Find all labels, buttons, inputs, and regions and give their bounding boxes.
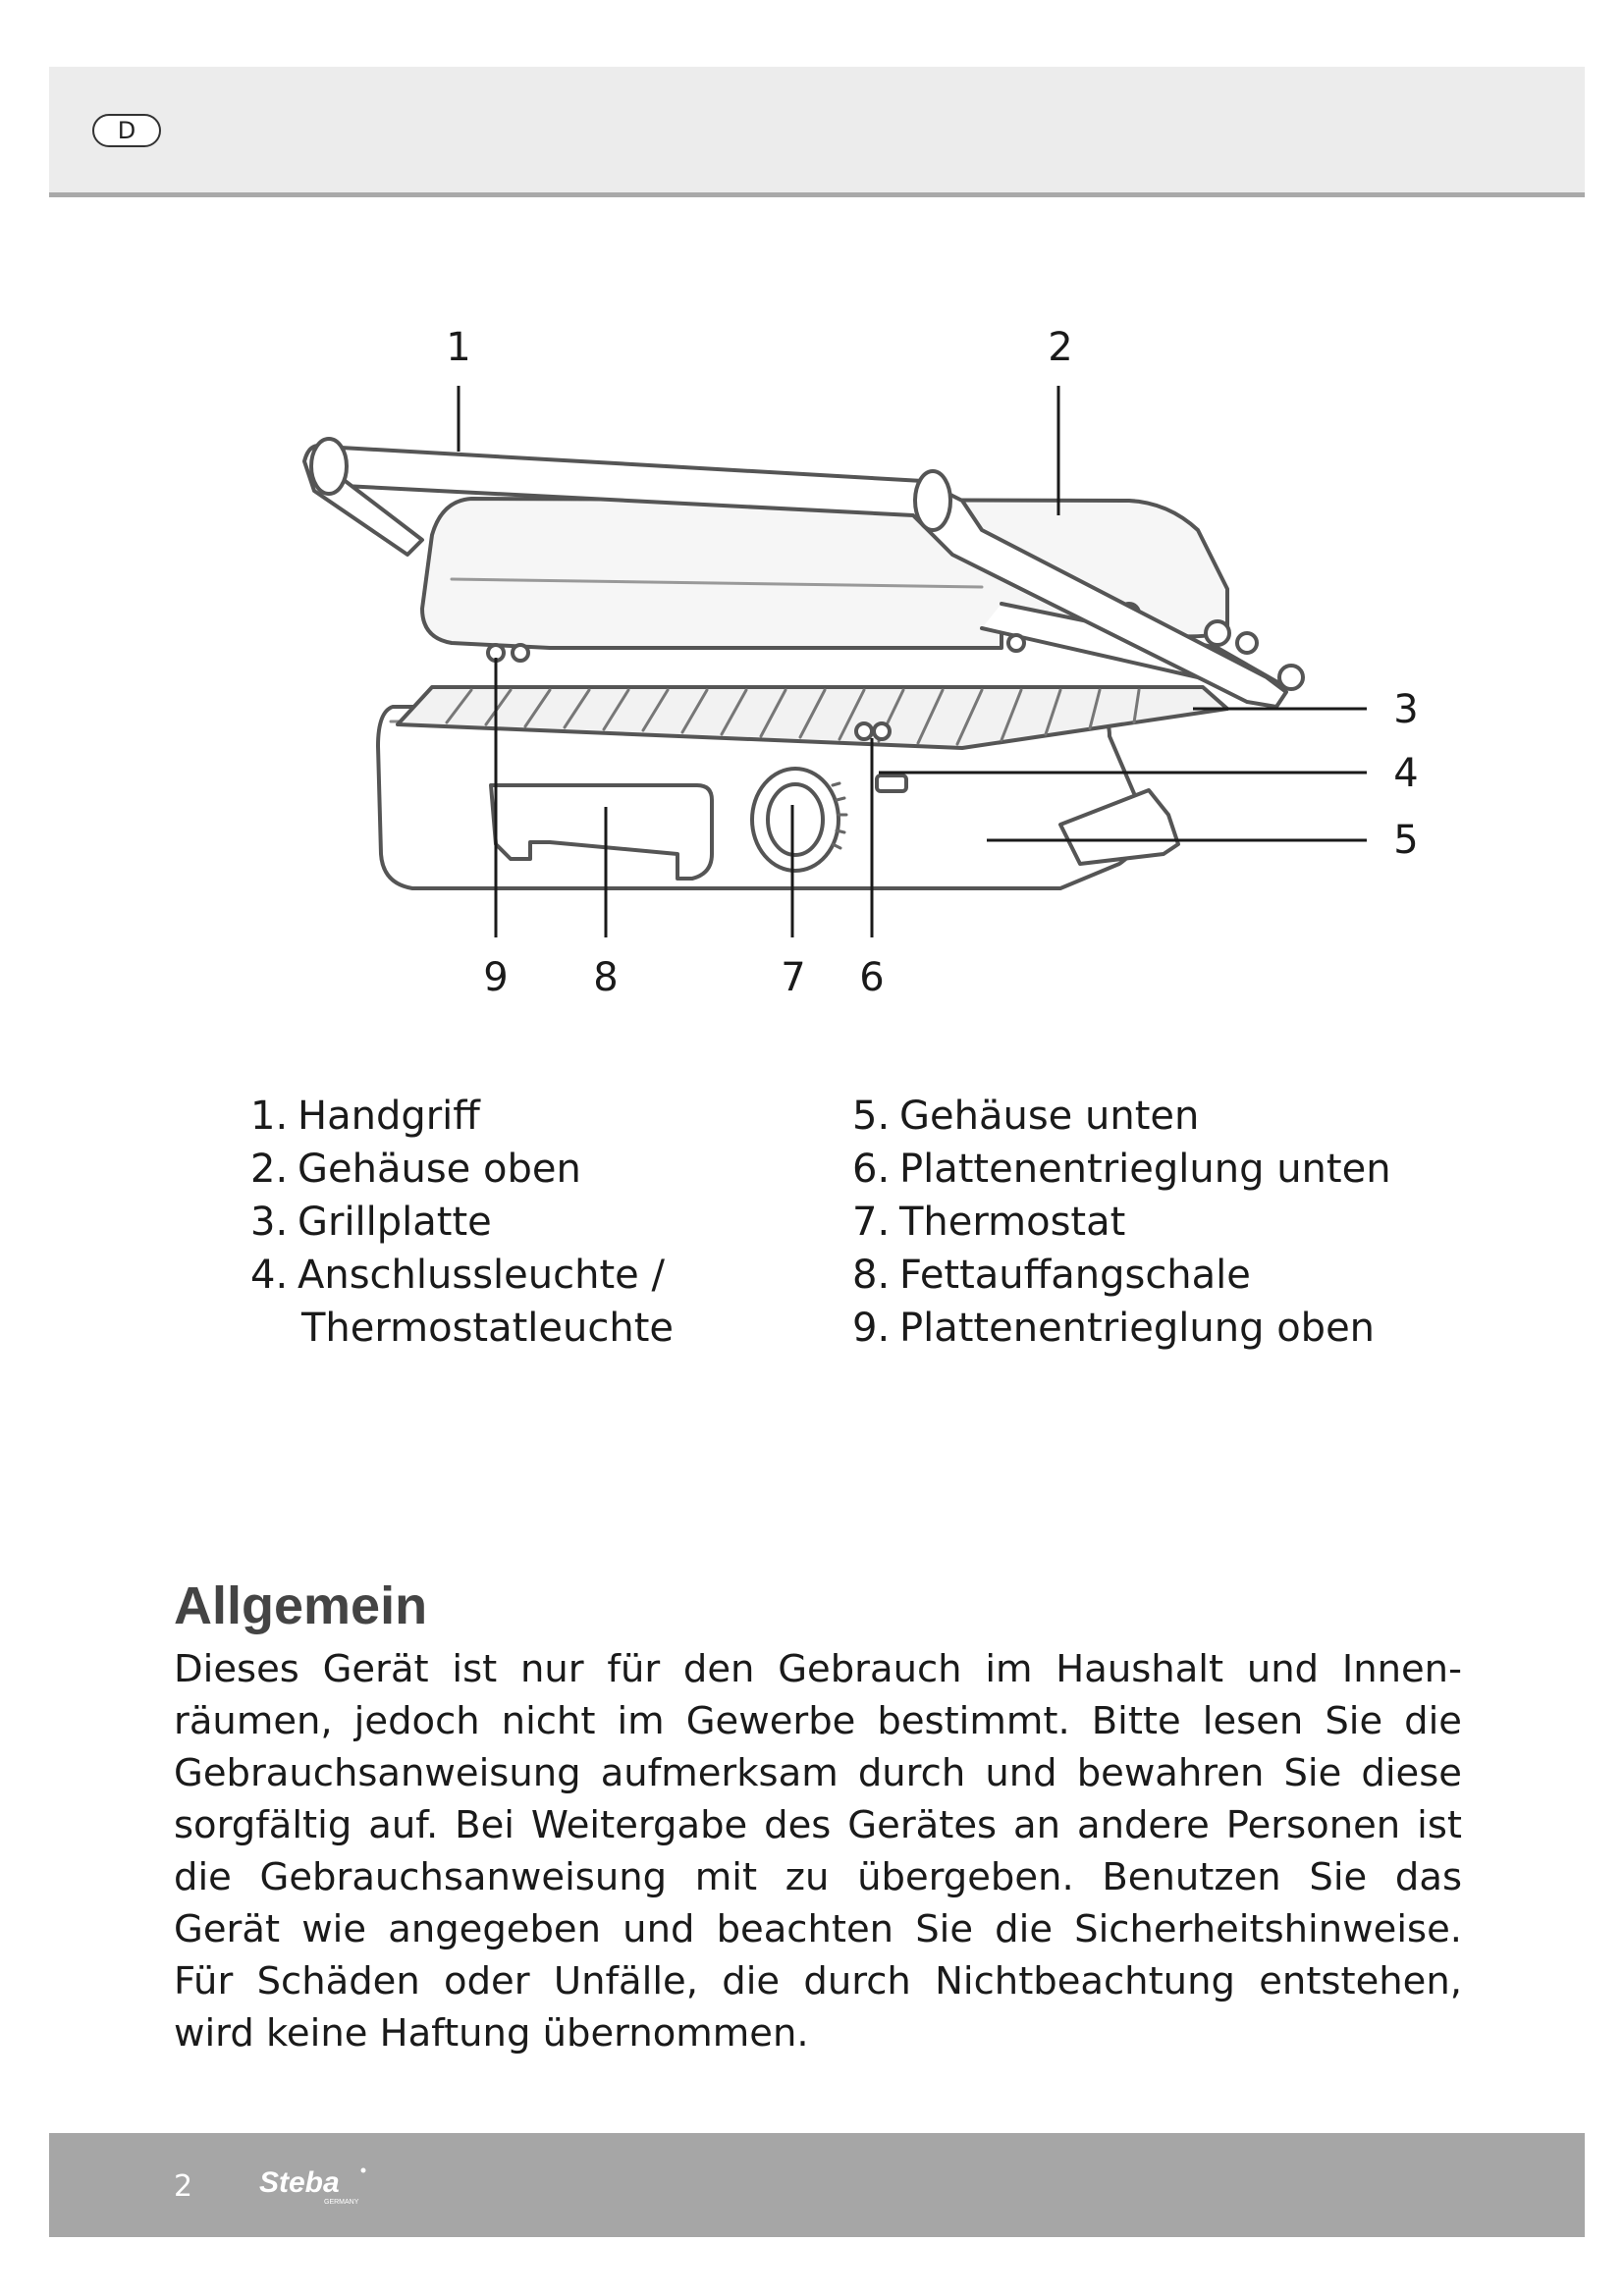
- callout-9: 9: [483, 955, 509, 1000]
- callout-6: 6: [859, 955, 885, 1000]
- legend-number: 1.: [250, 1094, 289, 1139]
- legend-label: Handgriff: [298, 1094, 480, 1139]
- legend-item: [250, 1090, 674, 1143]
- legend-label: Fettauffangschale: [899, 1253, 1251, 1298]
- section-heading: Allgemein: [174, 1576, 428, 1635]
- legend-label: Gehäuse unten: [899, 1094, 1200, 1139]
- grill-diagram: [0, 0, 1624, 1021]
- legend-item: [852, 1090, 1391, 1143]
- callout-7: 7: [781, 955, 806, 1000]
- legend-number: 6.: [852, 1147, 891, 1192]
- legend-label: Anschlussleuchte /: [298, 1253, 665, 1298]
- legend-number: 3.: [250, 1200, 289, 1245]
- legend-number: 9.: [852, 1306, 891, 1351]
- legend-item: [852, 1302, 1391, 1355]
- legend-left-column: [250, 1090, 674, 1355]
- callout-8: 8: [593, 955, 619, 1000]
- grill-illustration: [0, 0, 1624, 1021]
- legend-item: [250, 1196, 674, 1249]
- legend-label-continuation: Thermostatleuchte: [301, 1306, 675, 1351]
- callout-5: 5: [1393, 818, 1419, 863]
- legend-item: [250, 1249, 674, 1302]
- legend-number: 8.: [852, 1253, 891, 1298]
- legend-item: [852, 1196, 1391, 1249]
- legend-label: Gehäuse oben: [298, 1147, 581, 1192]
- legend-label: Plattenentrieglung unten: [899, 1147, 1391, 1192]
- legend-number: 7.: [852, 1200, 891, 1245]
- legend-number: 2.: [250, 1147, 289, 1192]
- legend-right-column: [852, 1090, 1391, 1355]
- legend-number: 5.: [852, 1094, 891, 1139]
- brand-subline: GERMANY: [324, 2199, 359, 2206]
- callout-1: 1: [446, 325, 471, 370]
- brand-registered-mark: [361, 2168, 366, 2173]
- callout-4: 4: [1393, 751, 1419, 796]
- brand-name: Steba: [259, 2166, 340, 2199]
- callout-2: 2: [1048, 325, 1073, 370]
- legend-number: 4.: [250, 1253, 289, 1298]
- legend-item: [250, 1143, 674, 1196]
- page-number: 2: [174, 2169, 193, 2204]
- legend-label: Plattenentrieglung oben: [899, 1306, 1376, 1351]
- language-badge: D: [92, 114, 161, 147]
- section-body-text: Dieses Gerät ist nur für den Gebrauch im Haushalt und Innenräumen, jedoch nicht im Gewerbe bestimmt. Bitte lesen Sie die Gebrauchsanweisung aufmerksam durch und bewahren Sie diese sorgfältig auf. Bei Weitergabe des Gerätes an andere Personen ist die Gebrauchsanweisung mit zu übergeben. Benutzen Sie das Gerät wie angegeben und beachten Sie die Sicherheitshinweise. Für Schäden oder Unfälle, die durch Nichtbeachtung entstehen, wird keine Haftung übernommen.: [174, 1647, 1462, 2056]
- legend-item: [852, 1143, 1391, 1196]
- steba-logo: [255, 2159, 373, 2208]
- footer-band: [49, 2133, 1585, 2237]
- legend-label: Thermostat: [899, 1200, 1126, 1245]
- callout-3: 3: [1393, 687, 1419, 732]
- legend-item: [852, 1249, 1391, 1302]
- legend-label: Grillplatte: [298, 1200, 492, 1245]
